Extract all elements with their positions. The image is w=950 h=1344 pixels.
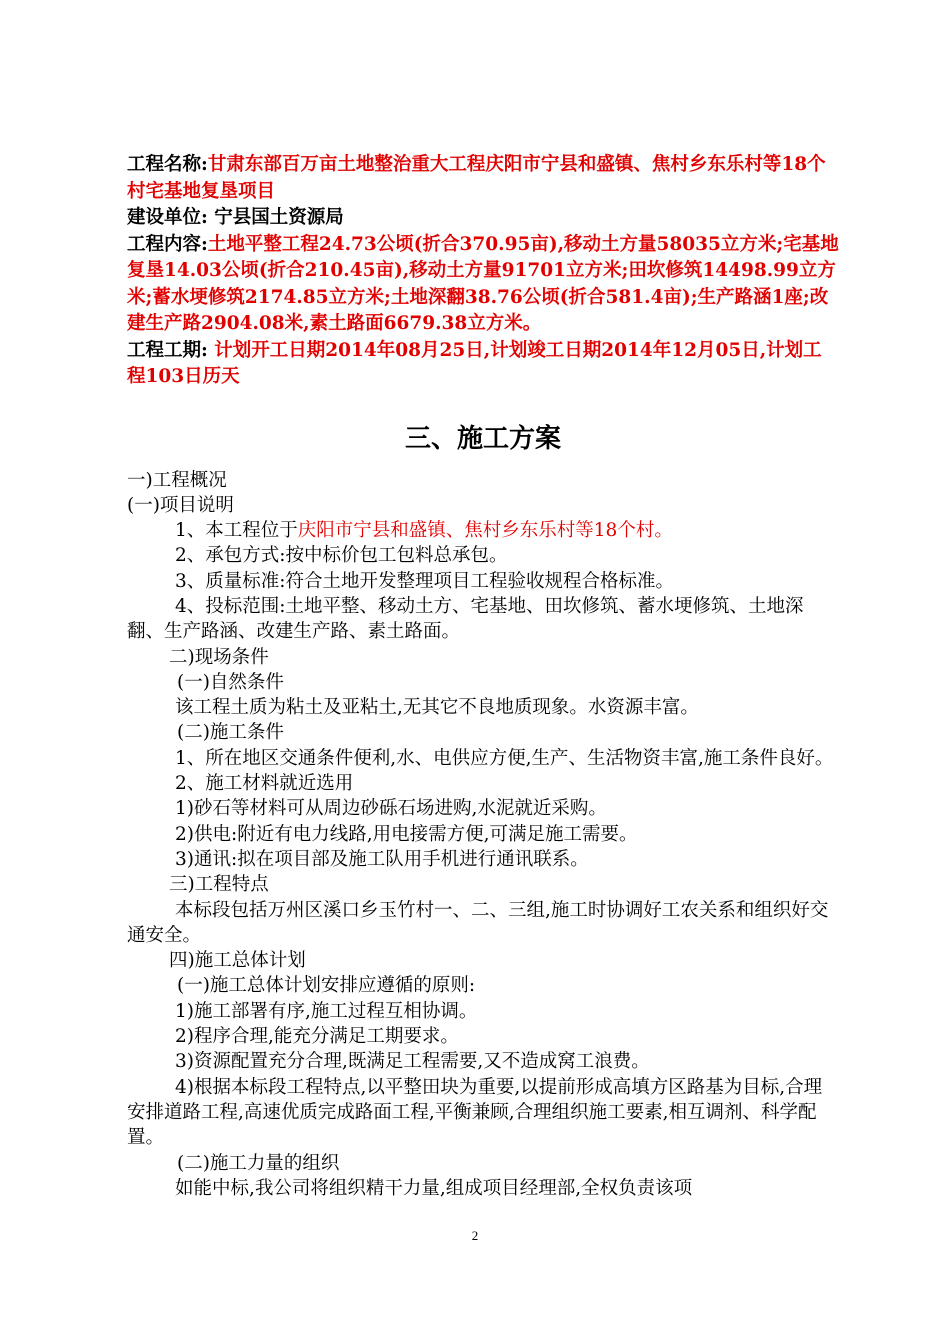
subheading-principles: (一)施工总体计划安排应遵循的原则:	[177, 975, 476, 997]
cond-traffic: 1、所在地区交通条件便利,水、电供应方便,生产、生活物资丰富,施工条件良好。	[175, 747, 834, 769]
project-name: 工程名称:甘肃东部百万亩土地整治重大工程庆阳市宁县和盛镇、焦村乡东乐村等18个村宅基地复垦项目	[127, 154, 826, 202]
section-title: 三、施工方案	[404, 423, 561, 454]
heading-plan: 四)施工总体计划	[169, 950, 306, 972]
page-number: 2	[471, 1228, 479, 1243]
project-info-block	[127, 152, 839, 391]
subheading-construction: (二)施工条件	[177, 722, 284, 744]
project-scope-value: 土地平整工程24.73公顷(折合370.95亩),移动土方量58035立方米;宅基地复垦14.03公顷(折合210.45亩),移动土方量91701立方米;田坎修筑14498.99立方米;蓄水埂修筑2174.85立方米;土地深翻38.76公顷(折合581.4亩);生产路涵1座;改建生产路2904.08米,素土路面6679.38立方米。	[127, 233, 839, 334]
body-text	[127, 468, 839, 1202]
heading-overview: 一)工程概况	[127, 469, 227, 491]
subheading-project-desc: (一)项目说明	[127, 494, 234, 516]
project-period: 工程工期: 计划开工日期2014年08月25日,计划竣工日期2014年12月05日,计划工程103日历天	[127, 339, 822, 387]
cond-materials: 2、施工材料就近选用	[175, 773, 354, 795]
subheading-natural: (一)自然条件	[177, 671, 284, 693]
page-content	[127, 152, 839, 1201]
cond-materials-2: 2)供电:附近有电力线路,用电接需方便,可满足施工需要。	[175, 823, 638, 845]
project-owner-value: 宁县国土资源局	[214, 207, 344, 228]
heading-features: 三)工程特点	[169, 874, 269, 896]
cond-materials-1: 1)砂石等材料可从周边砂砾石场进购,水泥就近采购。	[175, 798, 607, 820]
project-scope: 工程内容:土地平整工程24.73公顷(折合370.95亩),移动土方量58035立方米;宅基地复垦14.03公顷(折合210.45亩),移动土方量91701立方米;田坎修筑14498.99立方米;蓄水埂修筑2174.85立方米;土地深翻38.76公顷(折合581.4亩);生产路涵1座;改建生产路2904.08米,素土路面6679.38立方米。	[127, 233, 839, 334]
organization-text: 如能中标,我公司将组织精干力量,组成项目经理部,全权负责该项	[175, 1177, 693, 1199]
subheading-organization: (二)施工力量的组织	[177, 1152, 340, 1174]
features-text: 本标段包括万州区溪口乡玉竹村一、二、三组,施工时协调好工农关系和组织好交通安全。	[127, 899, 829, 946]
item-location: 1、本工程位于庆阳市宁县和盛镇、焦村乡东乐村等18个村。	[175, 520, 673, 542]
project-owner: 建设单位: 宁县国土资源局	[127, 207, 344, 228]
principle-1: 1)施工部署有序,施工过程互相协调。	[175, 1000, 478, 1022]
heading-site-conditions: 二)现场条件	[169, 646, 269, 668]
natural-conditions: 该工程土质为粘土及亚粘土,无其它不良地质现象。水资源丰富。	[175, 697, 699, 719]
item-scope: 4、投标范围:土地平整、移动土方、宅基地、田坎修筑、蓄水埂修筑、土地深翻、生产路涵、改建生产路、素土路面。	[127, 595, 804, 643]
project-period-value: 计划开工日期2014年08月25日,计划竣工日期2014年12月05日,计划工程103日历天	[127, 339, 822, 387]
principle-2: 2)程序合理,能充分满足工期要求。	[175, 1026, 459, 1048]
item-contract: 2、承包方式:按中标价包工包料总承包。	[175, 545, 508, 567]
cond-materials-3: 3)通讯:拟在项目部及施工队用手机进行通讯联系。	[175, 848, 589, 870]
project-name-value: 甘肃东部百万亩土地整治重大工程庆阳市宁县和盛镇、焦村乡东乐村等18个村宅基地复垦项目	[127, 154, 826, 202]
principle-4: 4)根据本标段工程特点,以平整田块为重要,以提前形成高填方区路基为目标,合理安排道路工程,高速优质完成路面工程,平衡兼顾,合理组织施工要素,相互调剂、科学配置。	[127, 1076, 823, 1149]
item-quality: 3、质量标准:符合土地开发整理项目工程验收规程合格标准。	[175, 570, 675, 592]
principle-3: 3)资源配置充分合理,既满足工程需要,又不造成窝工浪费。	[175, 1051, 650, 1073]
